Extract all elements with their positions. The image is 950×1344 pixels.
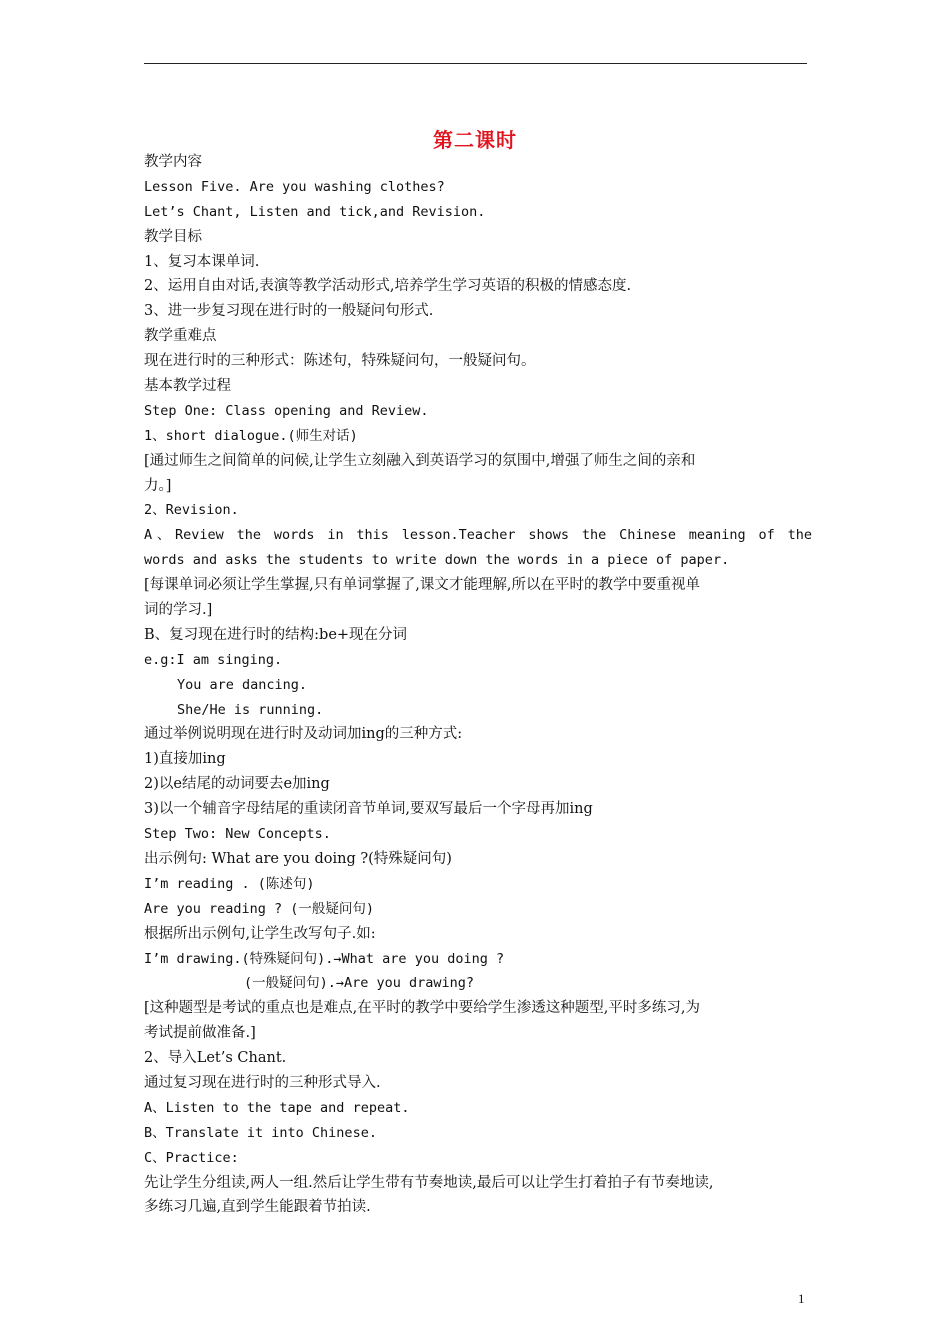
text-line: 基本教学过程 bbox=[144, 378, 231, 395]
text-line: 多练习几遍,直到学生能跟着节拍读. bbox=[144, 1199, 371, 1216]
text-line: 1、short dialogue.(师生对话) bbox=[144, 427, 358, 444]
text-line: 1、复习本课单词. bbox=[144, 253, 260, 270]
header-rule bbox=[144, 63, 807, 64]
text-line: 2、导入Let’s Chant. bbox=[144, 1050, 287, 1067]
text-line: I’m reading . (陈述句) bbox=[144, 875, 315, 892]
text-line: 教学目标 bbox=[144, 228, 202, 245]
text-line: 根据所出示例句,让学生改写句子.如: bbox=[144, 925, 376, 942]
text-line: 2)以e结尾的动词要去e加ing bbox=[144, 776, 330, 793]
document-body bbox=[144, 150, 812, 1220]
text-line: 力。] bbox=[144, 477, 172, 494]
page-title: 第二课时 bbox=[433, 128, 517, 152]
text-line: 通过复习现在进行时的三种形式导入. bbox=[144, 1074, 381, 1091]
text-line: She/He is running. bbox=[177, 701, 324, 718]
text-line: 现在进行时的三种形式：陈述句，特殊疑问句，一般疑问句。 bbox=[144, 353, 536, 370]
text-line: A、Listen to the tape and repeat. bbox=[144, 1099, 410, 1116]
text-line: 1)直接加ing bbox=[144, 751, 226, 768]
text-line: Lesson Five. Are you washing clothes? bbox=[144, 178, 445, 195]
text-line: B、复习现在进行时的结构:be+现在分词 bbox=[144, 626, 408, 643]
text-line: 2、运用自由对话,表演等教学活动形式,培养学生学习英语的积极的情感态度. bbox=[144, 278, 632, 295]
text-line: [通过师生之间简单的问候,让学生立刻融入到英语学习的氛围中,增强了师生之间的亲和 bbox=[144, 452, 696, 469]
text-line: [每课单词必须让学生掌握,只有单词掌握了,课文才能理解,所以在平时的教学中要重视单 bbox=[144, 577, 700, 594]
text-line: (一般疑问句).→Are you drawing? bbox=[244, 975, 475, 992]
text-line: 先让学生分组读,两人一组.然后让学生带有节奏地读,最后可以让学生打着拍子有节奏地读, bbox=[144, 1174, 714, 1191]
text-line: I’m drawing.(特殊疑问句).→What are you doing ? bbox=[144, 950, 505, 967]
text-line: [这种题型是考试的重点也是难点,在平时的教学中要给学生渗透这种题型,平时多练习,为 bbox=[144, 1000, 700, 1017]
text-line: You are dancing. bbox=[177, 676, 308, 693]
text-line: 教学重难点 bbox=[144, 328, 217, 345]
text-line: e.g:I am singing. bbox=[144, 651, 283, 668]
text-line: words and asks the students to write down the words in a piece of paper. bbox=[144, 552, 730, 569]
text-line: Step Two: New Concepts. bbox=[144, 826, 331, 843]
text-line: 3)以一个辅音字母结尾的重读闭音节单词,要双写最后一个字母再加ing bbox=[144, 801, 593, 818]
text-line: 3、进一步复习现在进行时的一般疑问句形式. bbox=[144, 303, 434, 320]
text-line: 考试提前做准备.] bbox=[144, 1025, 256, 1042]
text-line: Step One: Class opening and Review. bbox=[144, 402, 429, 419]
text-line: 出示例句: What are you doing ?(特殊疑问句) bbox=[144, 850, 452, 867]
text-line: C、Practice: bbox=[144, 1149, 239, 1166]
text-line: Let’s Chant, Listen and tick,and Revision. bbox=[144, 203, 486, 220]
text-line: 教学内容 bbox=[144, 154, 202, 170]
text-line: 通过举例说明现在进行时及动词加ing的三种方式: bbox=[144, 726, 463, 743]
page-number: 1 bbox=[798, 1291, 805, 1306]
text-line: 词的学习.] bbox=[144, 602, 213, 619]
text-line: A、Review the words in this lesson.Teacher shows the Chinese meaning of the bbox=[144, 527, 812, 544]
text-line: B、Translate it into Chinese. bbox=[144, 1124, 377, 1141]
text-line: Are you reading ? (一般疑问句) bbox=[144, 900, 375, 917]
text-line: 2、Revision. bbox=[144, 502, 239, 519]
